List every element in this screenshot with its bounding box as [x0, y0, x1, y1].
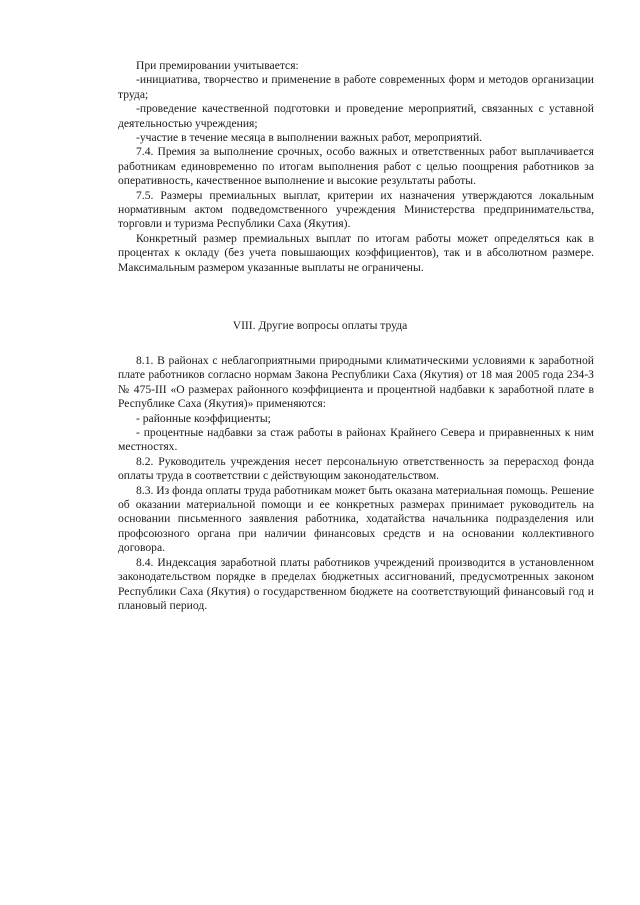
section-7-continuation	[118, 59, 594, 275]
paragraph-premium-size: Конкретный размер премиальных выплат по итогам работы может определяться как в процентах к окладу (без учета повышающих коэффициентов), так и в абсолютном размере. Максимальным размером указанные выплаты не ограничены.	[118, 231, 594, 274]
paragraph-8-1: 8.1. В районах с неблагоприятными природными климатическими условиями к заработной плате работников согласно нормам Закона Республики Саха (Якутия) от 18 мая 2005 года 234-З № 475-III «О размерах районного коэффициента и процентной надбавки к заработной плате в Республике Саха (Якутия)» применяются:	[118, 354, 594, 411]
paragraph-8-3: 8.3. Из фонда оплаты труда работникам может быть оказана материальная помощь. Решение об оказании материальной помощи и ее конкретных размерах принимает руководитель на основании письменного заявления работника, ходатайства начальника подразделения или профсоюзного органа при наличии финансовых средств и на основании коллективного договора.	[118, 483, 594, 555]
premium-criterion-initiative: -инициатива, творчество и применение в работе современных форм и методов организации труда;	[118, 73, 594, 101]
paragraph-7-5: 7.5. Размеры премиальных выплат, критерии их назначения утверждаются локальным нормативным актом подведомственного учреждения Министерства предпринимательства, торговли и туризма Республики Саха (Якутия).	[118, 188, 594, 231]
premium-criterion-events: -проведение качественной подготовки и проведение мероприятий, связанных с уставной деятельностью учреждения;	[118, 102, 594, 130]
section-8-heading: VIII. Другие вопросы оплаты труда	[232, 319, 408, 332]
section-8-body	[118, 354, 594, 613]
premium-criterion-participation: -участие в течение месяца в выполнении важных работ, мероприятий.	[136, 131, 483, 145]
paragraph-8-2: 8.2. Руководитель учреждения несет персональную ответственность за перерасход фонда оплаты труда в соответствии с действующим законодательством.	[118, 454, 594, 483]
premium-intro: При премировании учитывается:	[136, 59, 299, 72]
paragraph-7-4: 7.4. Премия за выполнение срочных, особо важных и ответственных работ выплачивается работникам единовременно по итогам выполнения работ с целью поощрения работников за оперативность, качественное выполнение и высокие результаты работы.	[118, 145, 594, 188]
list-item-northern-allowances: - процентные надбавки за стаж работы в районах Крайнего Севера и приравненных к ним местностях.	[118, 426, 594, 454]
list-item-regional-coefficients: - районные коэффициенты;	[136, 411, 271, 425]
paragraph-8-4: 8.4. Индексация заработной платы работников учреждений производится в установленном законодательством порядке в пределах бюджетных ассигнований, предусмотренных законом Республики Саха (Якутия) о государственном бюджете на соответствующий финансовый год и плановый период.	[118, 555, 594, 612]
